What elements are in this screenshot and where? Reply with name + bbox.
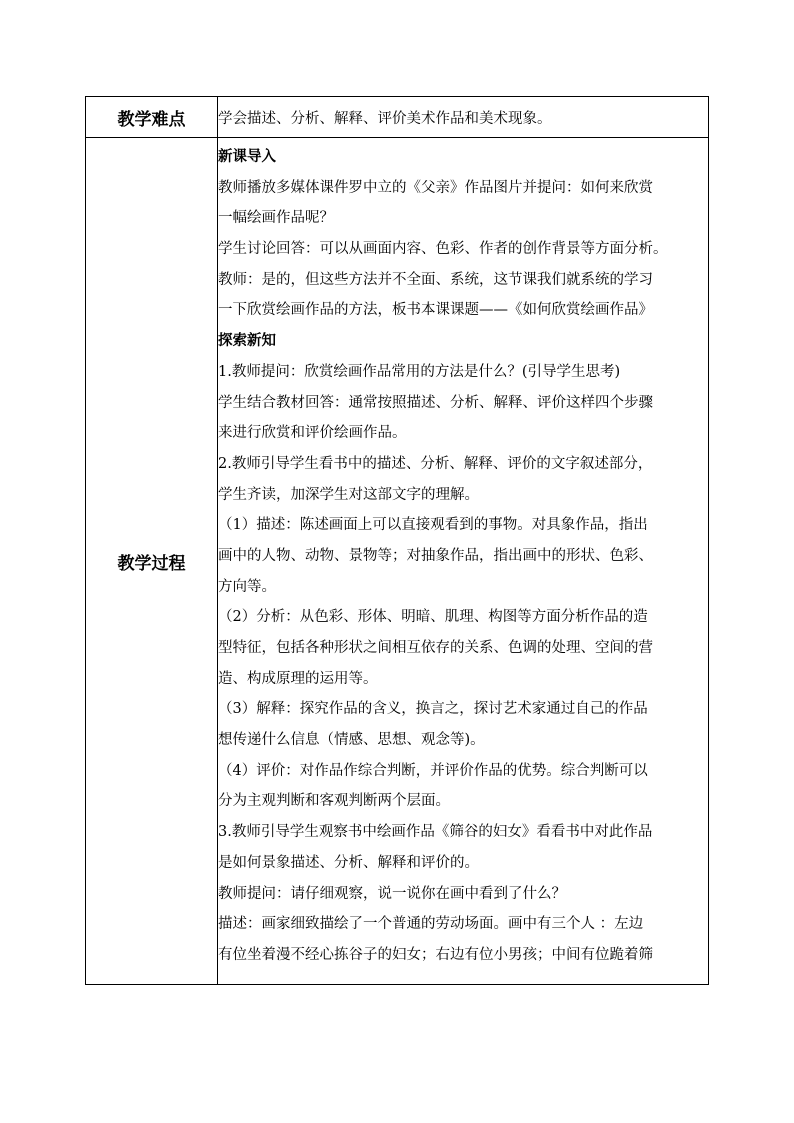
text-line: 教师：是的，但这些方法并不全面、系统，这节课我们就系统的学习 (218, 271, 653, 288)
text-line: 画中的人物、动物、景物等；对抽象作品，指出画中的形状、色彩、 (218, 547, 653, 564)
table-row-teaching-difficulty (86, 97, 709, 138)
text-line: 型特征，包括各种形状之间相互依存的关系、色调的处理、空间的营 (218, 640, 653, 656)
text-line: （4）评价：对作品作综合判断，并评价作品的优势。综合判断可以 (218, 762, 648, 779)
text-line: 3.教师引导学生观察书中绘画作品《筛谷的妇女》看看书中对此作品 (218, 824, 653, 841)
text-line: 学生齐读，加深学生对这部文字的理解。 (218, 486, 479, 503)
text-line: 2.教师引导学生看书中的描述、分析、解释、评价的文字叙述部分， (218, 455, 653, 472)
text-line: 学生结合教材回答：通常按照描述、分析、解释、评价这样四个步骤 (218, 394, 653, 411)
text-line: 是如何景象描述、分析、解释和评价的。 (218, 854, 479, 871)
row-label-teaching-process: 教学过程 (86, 138, 218, 985)
section-heading-new-lesson-intro: 新课导入 (218, 148, 276, 165)
text-line: 描述：画家细致描绘了一个普通的劳动场面。画中有三个人 ：左边 (218, 916, 644, 933)
row-content-teaching-process (218, 138, 709, 985)
section-heading-explore-new-knowledge: 探索新知 (218, 332, 276, 350)
text-line: 方向等。 (218, 578, 276, 595)
text-line: 教师提问：请仔细观察，说一说你在画中看到了什么？ (218, 885, 566, 902)
text-line: 一下欣赏绘画作品的方法，板书本课课题——《如何欣赏绘画作品》 (218, 302, 653, 319)
table-row-teaching-process (86, 138, 709, 985)
text-line: 学生讨论回答：可以从画面内容、色彩、作者的创作背景等方面分析。 (218, 241, 668, 258)
text-line: 来进行欣赏和评价绘画作品。 (218, 425, 407, 442)
text-line: 教师播放多媒体课件罗中立的《父亲》作品图片并提问：如何来欣赏 (218, 179, 653, 196)
text-line: （3）解释：探究作品的含义，换言之，探讨艺术家通过自己的作品 (218, 701, 648, 718)
text-line: 1.教师提问：欣赏绘画作品常用的方法是什么？(引导学生思考) (218, 363, 621, 380)
text-line: （2）分析：从色彩、形体、明暗、肌理、构图等方面分析作品的造 (218, 609, 648, 626)
row-content-teaching-difficulty: 学会描述、分析、解释、评价美术作品和美术现象。 (218, 97, 709, 138)
row-label-teaching-difficulty: 教学难点 (86, 97, 218, 138)
text-line: 分为主观判断和客观判断两个层面。 (218, 793, 450, 810)
text-line: 一幅绘画作品呢？ (218, 210, 334, 227)
lesson-plan-table (85, 96, 709, 985)
text-line: 想传递什么信息（情感、思想、观念等)。 (218, 732, 485, 749)
text-line: 造、构成原理的运用等。 (218, 670, 378, 687)
text-line: （1）描述：陈述画面上可以直接观看到的事物。对具象作品，指出 (218, 517, 648, 534)
text-line: 有位坐着漫不经心拣谷子的妇女；右边有位小男孩；中间有位跪着筛 (218, 946, 653, 963)
